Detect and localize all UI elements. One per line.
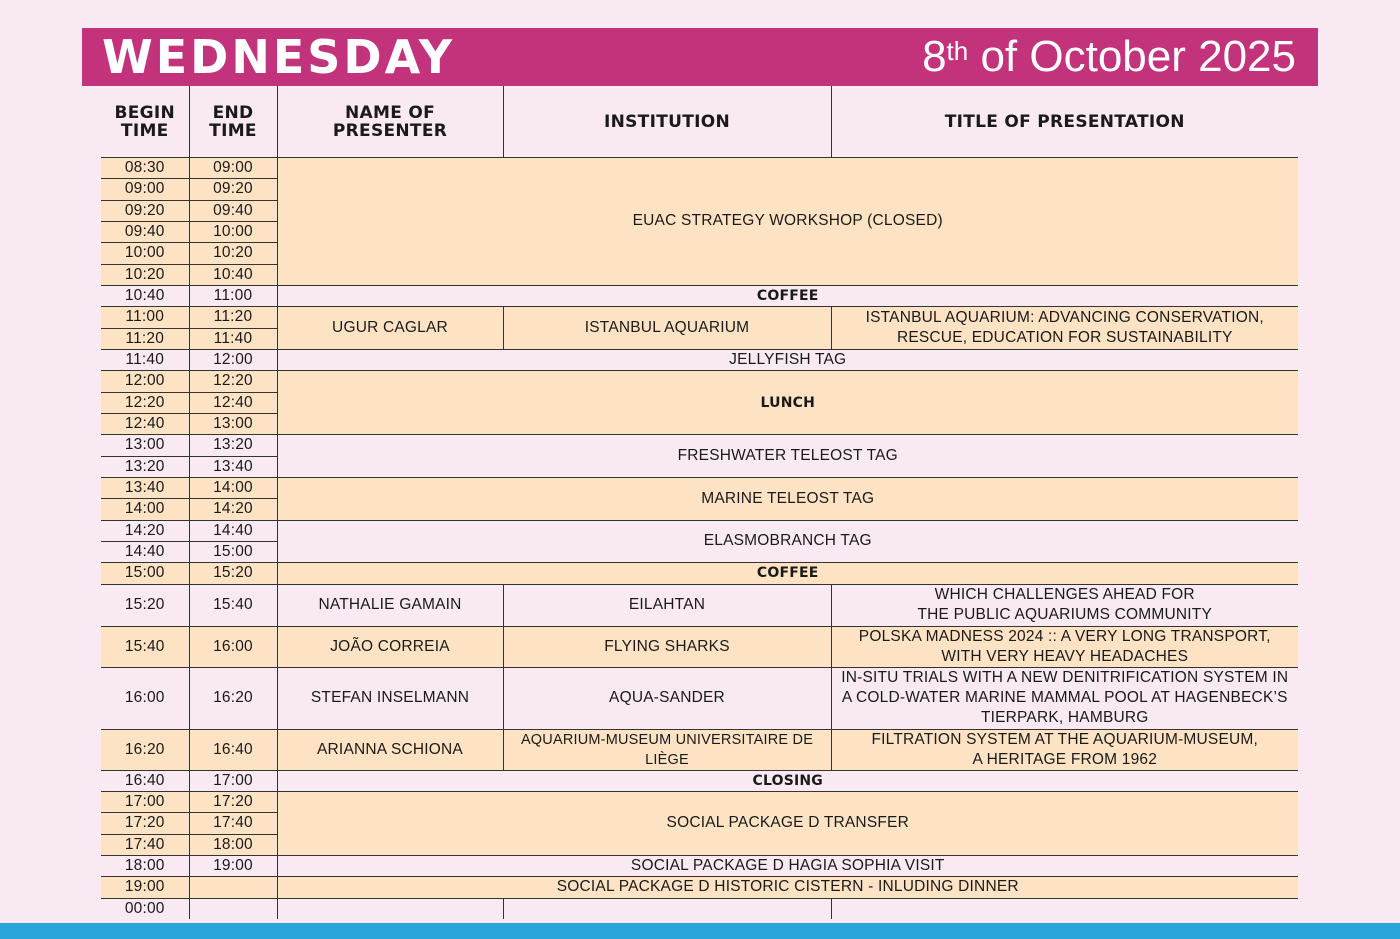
table-row <box>101 563 1298 584</box>
coffee-break: COFFEE <box>277 563 1298 584</box>
end-time: 17:00 <box>189 770 277 791</box>
end-time: 10:00 <box>189 221 277 242</box>
institution-name: AQUA-SANDER <box>503 667 831 729</box>
end-time: 16:40 <box>189 729 277 770</box>
begin-time: 10:20 <box>101 264 189 285</box>
begin-time: 16:00 <box>101 667 189 729</box>
institution-name: AQUARIUM-MUSEUM UNIVERSITAIRE DE LIÈGE <box>503 729 831 770</box>
end-time: 16:00 <box>189 626 277 667</box>
begin-time: 09:40 <box>101 221 189 242</box>
date-title <box>922 32 1296 82</box>
end-time: 12:40 <box>189 392 277 413</box>
begin-time: 17:40 <box>101 834 189 855</box>
begin-time: 09:00 <box>101 179 189 200</box>
presenter-name: ARIANNA SCHIONA <box>277 729 503 770</box>
table-row <box>101 667 1298 729</box>
end-time: 18:00 <box>189 834 277 855</box>
end-time: 14:40 <box>189 520 277 541</box>
end-time: 13:40 <box>189 456 277 477</box>
date-rest: of October 2025 <box>968 32 1296 81</box>
presenter-name: JOÃO CORREIA <box>277 626 503 667</box>
jellyfish-event: JELLYFISH TAG <box>277 349 1298 370</box>
table-row <box>101 855 1298 876</box>
presentation-title: WHICH CHALLENGES AHEAD FOR THE PUBLIC AQUARIUMS COMMUNITY <box>831 584 1298 626</box>
date-number: 8 <box>922 32 947 81</box>
table-row <box>101 877 1298 898</box>
presenter-name <box>277 898 503 919</box>
table-row <box>101 520 1298 541</box>
begin-time: 16:40 <box>101 770 189 791</box>
end-time <box>189 877 277 898</box>
col-begin-time: BEGIN TIME <box>114 102 176 141</box>
institution-name: ISTANBUL AQUARIUM <box>503 307 831 350</box>
begin-time: 12:00 <box>101 371 189 392</box>
begin-time: 14:40 <box>101 541 189 562</box>
lunch-break: LUNCH <box>277 371 1298 435</box>
end-time <box>189 898 277 919</box>
institution-name: EILAHTAN <box>503 584 831 626</box>
begin-time: 15:40 <box>101 626 189 667</box>
workshop-event: EUAC STRATEGY WORKSHOP (CLOSED) <box>277 158 1298 286</box>
presenter-name: NATHALIE GAMAIN <box>277 584 503 626</box>
end-time: 11:00 <box>189 285 277 306</box>
day-banner <box>82 28 1318 86</box>
end-time: 10:40 <box>189 264 277 285</box>
hagia-sophia-event: SOCIAL PACKAGE D HAGIA SOPHIA VISIT <box>277 855 1298 876</box>
begin-time: 00:00 <box>101 898 189 919</box>
presentation-title: FILTRATION SYSTEM AT THE AQUARIUM-MUSEUM, A HERITAGE FROM 1962 <box>831 729 1298 770</box>
table-row <box>101 729 1298 770</box>
begin-time: 17:20 <box>101 813 189 834</box>
institution-name <box>503 898 831 919</box>
presenter-name: UGUR CAGLAR <box>277 307 503 350</box>
col-end-time: END TIME <box>189 86 277 158</box>
schedule-table <box>101 86 1298 919</box>
end-time: 15:20 <box>189 563 277 584</box>
end-time: 17:20 <box>189 791 277 812</box>
begin-time: 19:00 <box>101 877 189 898</box>
begin-time: 11:40 <box>101 349 189 370</box>
end-time: 11:40 <box>189 328 277 349</box>
marine-event: MARINE TELEOST TAG <box>277 477 1298 520</box>
end-time: 09:40 <box>189 200 277 221</box>
presentation-title <box>831 898 1298 919</box>
begin-time: 14:00 <box>101 499 189 520</box>
end-time: 11:20 <box>189 307 277 328</box>
freshwater-event: FRESHWATER TELEOST TAG <box>277 435 1298 478</box>
bottom-bar <box>0 923 1400 939</box>
table-row <box>101 307 1298 328</box>
end-time: 15:40 <box>189 584 277 626</box>
begin-time: 12:40 <box>101 413 189 434</box>
end-time: 17:40 <box>189 813 277 834</box>
date-suffix: th <box>946 36 969 66</box>
begin-time: 10:00 <box>101 243 189 264</box>
table-row <box>101 349 1298 370</box>
end-time: 15:00 <box>189 541 277 562</box>
begin-time: 16:20 <box>101 729 189 770</box>
institution-name: FLYING SHARKS <box>503 626 831 667</box>
begin-time: 12:20 <box>101 392 189 413</box>
table-row <box>101 791 1298 812</box>
begin-time: 13:00 <box>101 435 189 456</box>
col-institution: INSTITUTION <box>503 86 831 158</box>
table-row <box>101 898 1298 919</box>
end-time: 16:20 <box>189 667 277 729</box>
begin-time: 09:20 <box>101 200 189 221</box>
table-row <box>101 371 1298 392</box>
closing-event: CLOSING <box>277 770 1298 791</box>
begin-time: 15:00 <box>101 563 189 584</box>
presentation-title: ISTANBUL AQUARIUM: ADVANCING CONSERVATION, RESCUE, EDUCATION FOR SUSTAINABILITY <box>831 307 1298 350</box>
begin-time: 11:00 <box>101 307 189 328</box>
col-title: TITLE OF PRESENTATION <box>831 86 1298 158</box>
end-time: 14:20 <box>189 499 277 520</box>
end-time: 13:20 <box>189 435 277 456</box>
cistern-event: SOCIAL PACKAGE D HISTORIC CISTERN - INLUDING DINNER <box>277 877 1298 898</box>
end-time: 19:00 <box>189 855 277 876</box>
elasmobranch-event: ELASMOBRANCH TAG <box>277 520 1298 563</box>
begin-time: 11:20 <box>101 328 189 349</box>
begin-time: 14:20 <box>101 520 189 541</box>
day-title: WEDNESDAY <box>102 30 456 84</box>
begin-time: 15:20 <box>101 584 189 626</box>
table-row <box>101 477 1298 498</box>
end-time: 12:00 <box>189 349 277 370</box>
begin-time: 08:30 <box>101 158 189 179</box>
table-row <box>101 584 1298 626</box>
end-time: 13:00 <box>189 413 277 434</box>
begin-time: 13:20 <box>101 456 189 477</box>
table-row <box>101 770 1298 791</box>
end-time: 09:20 <box>189 179 277 200</box>
coffee-break: COFFEE <box>277 285 1298 306</box>
begin-time: 18:00 <box>101 855 189 876</box>
begin-time: 10:40 <box>101 285 189 306</box>
col-presenter: NAME OF PRESENTER <box>277 86 503 158</box>
presenter-name: STEFAN INSELMANN <box>277 667 503 729</box>
presentation-title: IN-SITU TRIALS WITH A NEW DENITRIFICATION SYSTEM IN A COLD-WATER MARINE MAMMAL POOL AT HAGENBECK’S TIERPARK, HAMBURG <box>831 667 1298 729</box>
end-time: 10:20 <box>189 243 277 264</box>
table-row <box>101 158 1298 179</box>
begin-time: 13:40 <box>101 477 189 498</box>
table-row <box>101 626 1298 667</box>
presentation-title: POLSKA MADNESS 2024 :: A VERY LONG TRANSPORT, WITH VERY HEAVY HEADACHES <box>831 626 1298 667</box>
header-row <box>101 86 1298 158</box>
table-row <box>101 285 1298 306</box>
begin-time: 17:00 <box>101 791 189 812</box>
end-time: 12:20 <box>189 371 277 392</box>
table-row <box>101 435 1298 456</box>
transfer-event: SOCIAL PACKAGE D TRANSFER <box>277 791 1298 855</box>
end-time: 09:00 <box>189 158 277 179</box>
end-time: 14:00 <box>189 477 277 498</box>
